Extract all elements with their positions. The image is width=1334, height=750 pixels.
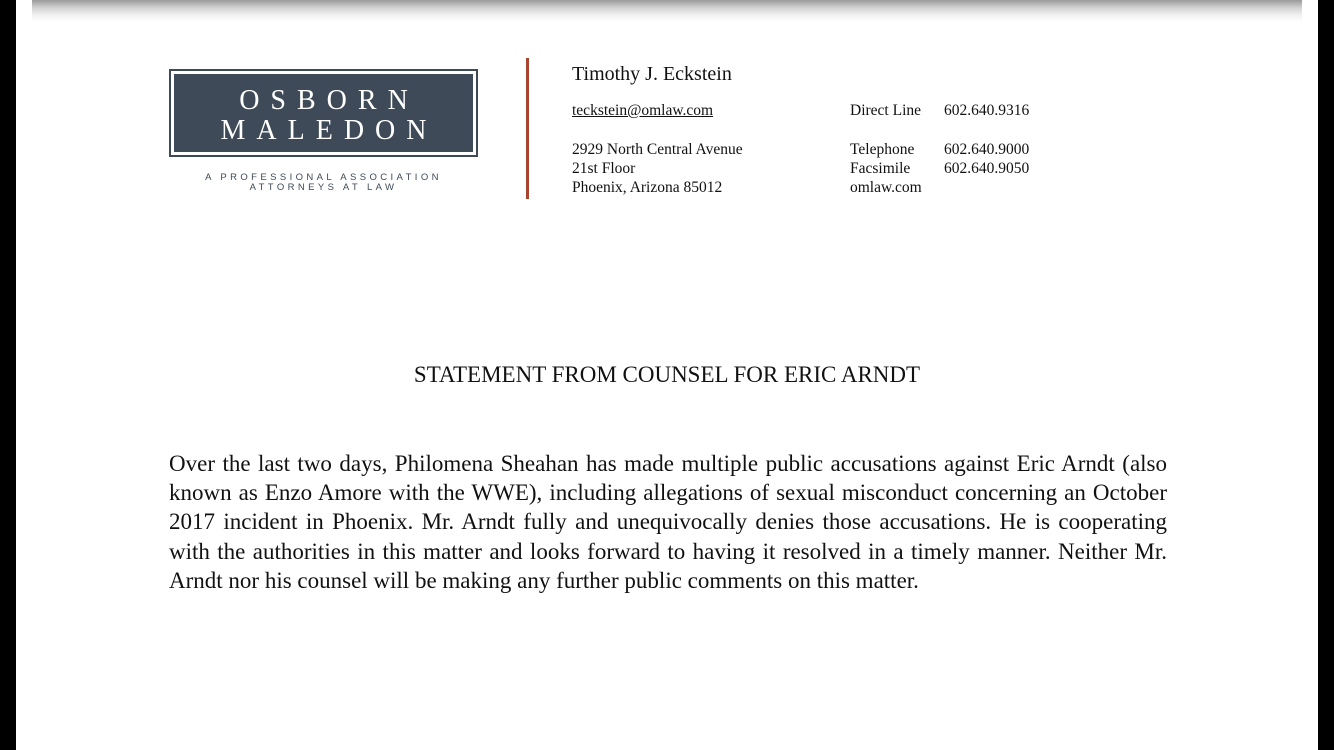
telephone-number: 602.640.9000 [944,141,1030,158]
facsimile-number: 602.640.9050 [944,160,1030,177]
firm-website: omlaw.com [850,179,922,196]
logo-tagline-association: A PROFESSIONAL ASSOCIATION [205,172,442,183]
firm-logo [169,69,478,157]
logo-word-maledon: MALEDON [220,115,438,146]
telephone-label: Telephone [850,141,915,158]
document-page [16,0,1318,750]
viewer-right-edge [1318,0,1334,750]
letterhead-divider [526,58,529,199]
statement-body: Over the last two days, Philomena Sheahan has made multiple public accusations against Eric Arndt (also known as Enzo Amore with the WWE), including allegations of sexual misconduct concerning an October 2017 incident in Phoenix. Mr. Arndt fully and unequivocally denies those accusations. He is cooperating with the authorities in this matter and looks forward to having it resolved in a timely manner. Neither Mr. Arndt nor his counsel will be making any further public comments on this matter. [169,451,1167,593]
direct-line-label: Direct Line [850,102,922,119]
facsimile-label: Facsimile [850,160,911,177]
page-top-shadow [32,0,1302,22]
firm-logo-plate [174,74,473,152]
address-line-street: 2929 North Central Avenue [572,141,743,158]
viewer-left-edge [0,0,16,750]
attorney-name: Timothy J. Eckstein [572,63,732,85]
address-line-city: Phoenix, Arizona 85012 [572,179,723,196]
logo-tagline-attorneys: ATTORNEYS AT LAW [249,182,398,193]
direct-line-number: 602.640.9316 [944,102,1030,119]
attorney-email-link[interactable]: teckstein@omlaw.com [572,102,714,119]
logo-word-osborn: OSBORN [239,85,419,116]
document-title: STATEMENT FROM COUNSEL FOR ERIC ARNDT [413,362,921,387]
address-line-floor: 21st Floor [572,160,636,177]
